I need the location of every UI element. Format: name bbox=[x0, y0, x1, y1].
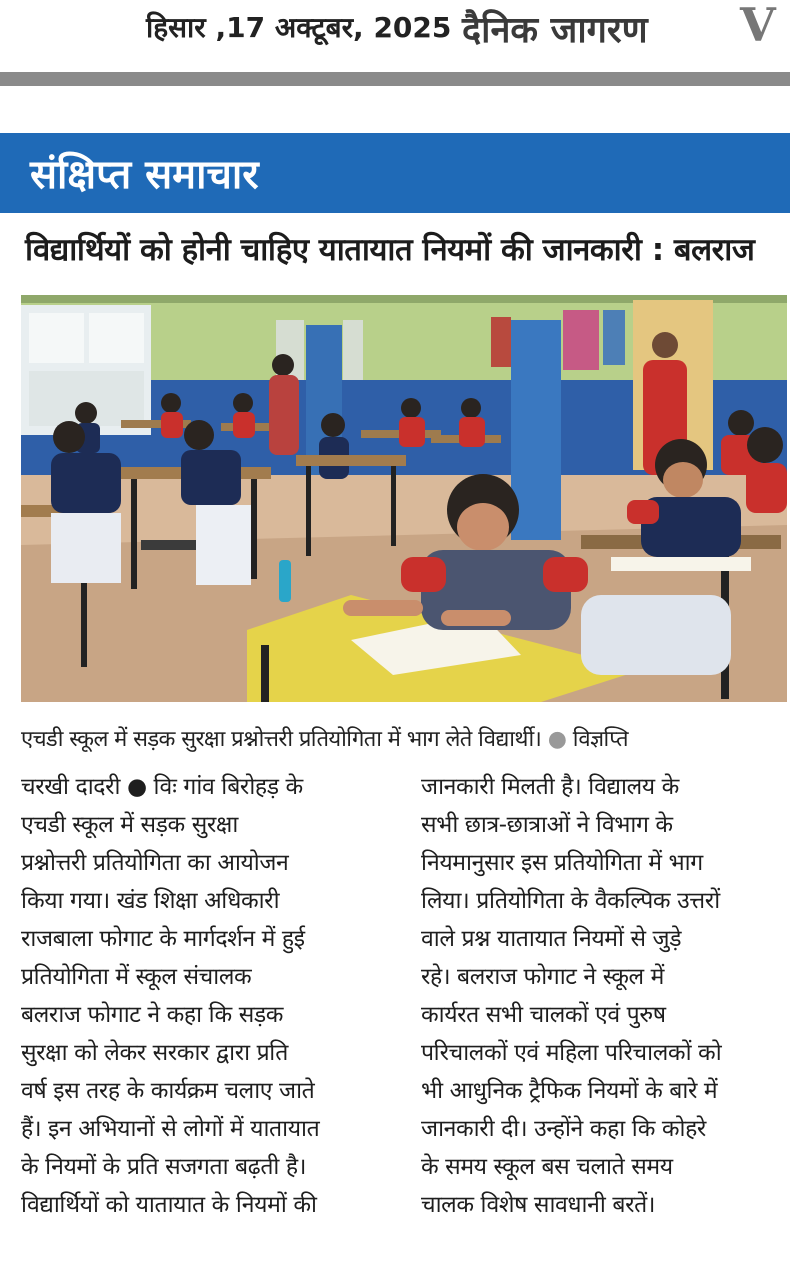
text-line: सभी छात्र-छात्राओं ने विभाग के bbox=[421, 812, 673, 838]
article-column-2 bbox=[421, 768, 793, 1224]
text-line: सुरक्षा को लेकर सरकार द्वारा प्रति bbox=[21, 1040, 288, 1066]
text-line: कार्यरत सभी चालकों एवं पुरुष bbox=[421, 1002, 666, 1028]
text-line: किया गया। खंड शिक्षा अधिकारी bbox=[21, 888, 280, 914]
text-line: प्रश्नोत्तरी प्रतियोगिता का आयोजन bbox=[21, 850, 289, 876]
text-line: वाले प्रश्न यातायात नियमों से जुड़े bbox=[421, 926, 682, 952]
text-line: राजबाला फोगाट के मार्गदर्शन में हुई bbox=[21, 926, 305, 952]
photo-caption bbox=[21, 723, 628, 753]
bullet-icon: ● bbox=[547, 727, 573, 752]
masthead bbox=[0, 0, 808, 62]
text-line: विद्यार्थियों को यातायात के नियमों की bbox=[21, 1192, 317, 1218]
newspaper-name: दैनिक जागरण bbox=[462, 10, 648, 51]
text-line: चालक विशेष सावधानी बरतें। bbox=[421, 1192, 656, 1218]
caption-text: एचडी स्कूल में सड़क सुरक्षा प्रश्नोत्तरी प्रतियोगिता में भाग लेते विद्यार्थी। bbox=[21, 727, 542, 752]
text-line: नियमानुसार इस प्रतियोगिता में भाग bbox=[421, 850, 703, 876]
article-headline: विद्यार्थियों को होनी चाहिए यातायात नियमों की जानकारी : बलराज bbox=[25, 232, 755, 268]
text-line: चरखी दादरी ● विः गांव बिरोहड़ के bbox=[21, 774, 303, 800]
text-line: के समय स्कूल बस चलाते समय bbox=[421, 1154, 673, 1180]
news-photo bbox=[21, 295, 787, 702]
text-line: भी आधुनिक ट्रैफिक नियमों के बारे में bbox=[421, 1078, 718, 1104]
masthead-rule bbox=[0, 72, 790, 86]
dateline: हिसार ,17 अक्टूबर, 2025 bbox=[146, 11, 452, 44]
article-column-1 bbox=[21, 768, 393, 1224]
text-line: एचडी स्कूल में सड़क सुरक्षा bbox=[21, 812, 238, 838]
section-label: संक्षिप्त समाचार bbox=[30, 152, 259, 198]
section-band bbox=[0, 133, 790, 213]
text-line: के नियमों के प्रति सजगता बढ़ती है। bbox=[21, 1154, 307, 1180]
edition-mark: V bbox=[740, 0, 776, 52]
text-line: हैं। इन अभियानों से लोगों में यातायात bbox=[21, 1116, 320, 1142]
text-line: परिचालकों एवं महिला परिचालकों को bbox=[421, 1040, 722, 1066]
text-line: रहे। बलराज फोगाट ने स्कूल में bbox=[421, 964, 664, 990]
caption-credit: विज्ञप्ति bbox=[572, 727, 628, 752]
text-line: लिया। प्रतियोगिता के वैकल्पिक उत्तरों bbox=[421, 888, 720, 914]
text-line: जानकारी मिलती है। विद्यालय के bbox=[421, 774, 679, 800]
text-line: बलराज फोगाट ने कहा कि सड़क bbox=[21, 1002, 284, 1028]
text-line: जानकारी दी। उन्होंने कहा कि कोहरे bbox=[421, 1116, 706, 1142]
classroom-photo-illustration bbox=[21, 295, 787, 702]
text-line: प्रतियोगिता में स्कूल संचालक bbox=[21, 964, 252, 990]
text-line: वर्ष इस तरह के कार्यक्रम चलाए जाते bbox=[21, 1078, 315, 1104]
